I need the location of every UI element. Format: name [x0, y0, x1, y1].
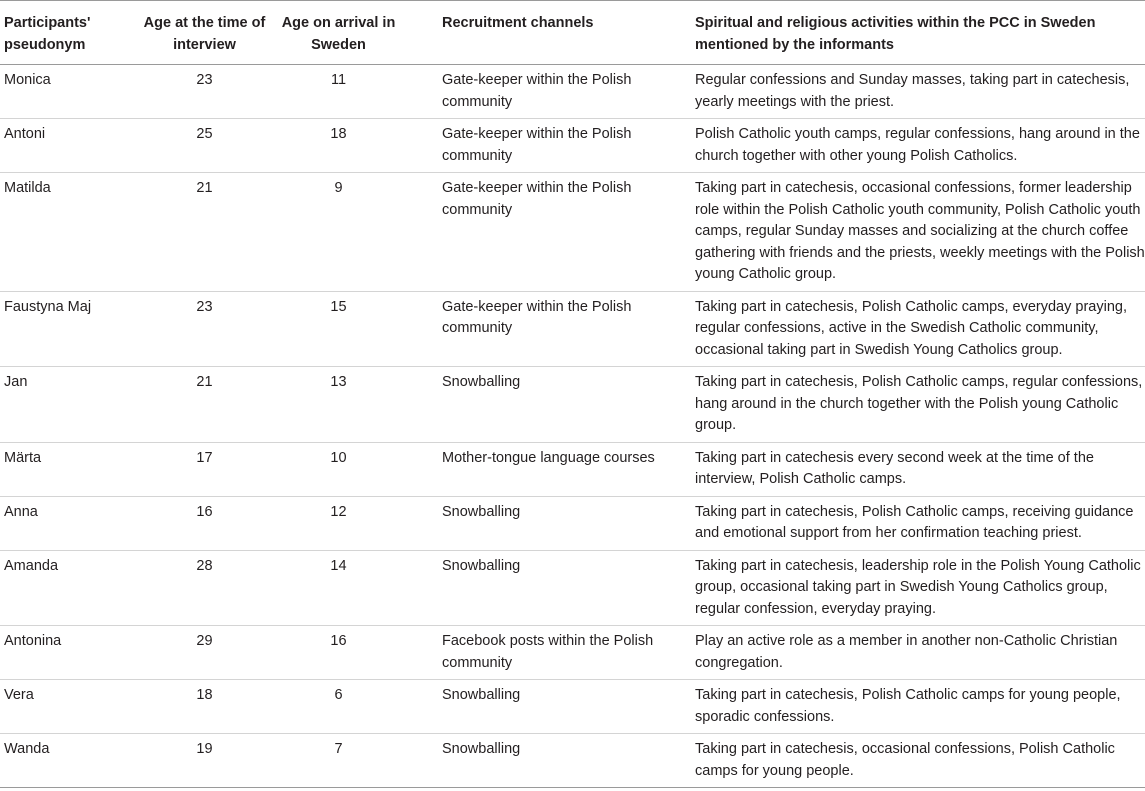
- cell-age-interview: [140, 626, 269, 680]
- cell-age-interview-text: 17: [196, 449, 213, 466]
- table-row: [0, 367, 1145, 443]
- cell-age-interview-text: 21: [196, 180, 213, 196]
- cell-age-arrival-text: 7: [334, 741, 343, 757]
- cell-activities-text: Taking part in catechesis every second week at the time of the interview, Polish Catholic camps.: [695, 449, 1094, 487]
- cell-age-arrival: [269, 496, 408, 550]
- cell-pseudonym-text: Faustyna Maj: [4, 298, 92, 315]
- cell-pseudonym-text: Matilda: [4, 180, 51, 196]
- cell-recruitment-channel: [408, 367, 665, 443]
- cell-activities-text: Polish Catholic youth camps, regular confessions, hang around in the church together with other young Polish Catholics.: [695, 126, 1140, 164]
- cell-age-arrival-text: 11: [330, 72, 347, 88]
- cell-age-interview-text: 18: [196, 687, 213, 703]
- cell-age-arrival: [269, 626, 408, 680]
- cell-recruitment-channel: [408, 550, 665, 626]
- cell-activities: [665, 680, 1145, 734]
- cell-age-arrival: [269, 65, 408, 119]
- cell-recruitment-channel-text: Gate-keeper within the Polish community: [442, 126, 632, 164]
- cell-pseudonym-text: Antoni: [4, 126, 46, 142]
- cell-activities: [665, 173, 1145, 292]
- cell-age-arrival-text: 12: [330, 503, 347, 520]
- cell-pseudonym: [0, 119, 140, 173]
- cell-pseudonym: [0, 65, 140, 119]
- cell-pseudonym: [0, 496, 140, 550]
- cell-age-interview-text: 21: [196, 374, 213, 390]
- cell-activities: [665, 550, 1145, 626]
- header-age-arrival: Age on arrival in Sweden: [269, 1, 408, 65]
- cell-recruitment-channel: [408, 496, 665, 550]
- cell-pseudonym-text: Antonina: [4, 633, 62, 649]
- cell-recruitment-channel-text: Gate-keeper within the Polish community: [442, 72, 632, 110]
- table-body: [0, 65, 1145, 788]
- cell-pseudonym-text: Monica: [4, 72, 51, 88]
- cell-age-arrival: [269, 442, 408, 496]
- cell-recruitment-channel-text: Snowballing: [442, 741, 521, 757]
- cell-age-arrival-text: 18: [330, 126, 347, 142]
- cell-recruitment-channel-text: Snowballing: [442, 503, 521, 520]
- cell-pseudonym-text: Wanda: [4, 741, 50, 757]
- cell-pseudonym-text: Märta: [4, 449, 42, 466]
- table-row: [0, 496, 1145, 550]
- cell-pseudonym: [0, 291, 140, 367]
- cell-age-interview: [140, 496, 269, 550]
- cell-recruitment-channel: [408, 680, 665, 734]
- cell-recruitment-channel: [408, 173, 665, 292]
- cell-recruitment-channel-text: Gate-keeper within the Polish community: [442, 298, 632, 336]
- cell-pseudonym: [0, 442, 140, 496]
- table-row: [0, 173, 1145, 292]
- cell-age-interview: [140, 367, 269, 443]
- header-age-interview: Age at the time of interview: [140, 1, 269, 65]
- cell-activities-text: Play an active role as a member in another non-Catholic Christian congregation.: [695, 633, 1118, 671]
- cell-activities: [665, 442, 1145, 496]
- cell-age-arrival: [269, 119, 408, 173]
- cell-age-interview-text: 23: [196, 298, 213, 315]
- cell-age-interview-text: 25: [196, 126, 213, 142]
- cell-activities-text: Regular confessions and Sunday masses, taking part in catechesis, yearly meetings with the priest.: [695, 72, 1130, 110]
- cell-activities-text: Taking part in catechesis, Polish Catholic camps for young people, sporadic confessions.: [695, 687, 1121, 725]
- cell-age-interview: [140, 65, 269, 119]
- table-row: [0, 442, 1145, 496]
- cell-age-interview-text: 19: [196, 741, 213, 757]
- cell-pseudonym: [0, 367, 140, 443]
- cell-pseudonym: [0, 626, 140, 680]
- table-row: [0, 119, 1145, 173]
- table-row: [0, 734, 1145, 788]
- cell-age-interview: [140, 680, 269, 734]
- cell-pseudonym: [0, 550, 140, 626]
- cell-age-arrival-text: 9: [334, 180, 343, 196]
- cell-recruitment-channel: [408, 119, 665, 173]
- cell-activities-text: Taking part in catechesis, leadership role in the Polish Young Catholic group, occasional taking part in Swedish Young Catholics group, regular confession, everyday praying.: [695, 557, 1141, 617]
- cell-age-arrival-text: 15: [330, 298, 347, 315]
- cell-activities-text: Taking part in catechesis, Polish Catholic camps, receiving guidance and emotional support from her confirmation teaching priest.: [695, 503, 1134, 541]
- table-row: [0, 65, 1145, 119]
- cell-activities-text: Taking part in catechesis, Polish Catholic camps, everyday praying, regular confessions, active in the Swedish Catholic community, occasional taking part in Swedish Young Catholics group.: [695, 298, 1127, 358]
- cell-pseudonym-text: Anna: [4, 503, 38, 520]
- cell-activities-text: Taking part in catechesis, Polish Catholic camps, regular confessions, hang around in the church together with the Polish young Catholic group.: [695, 374, 1143, 433]
- cell-pseudonym-text: Jan: [4, 374, 28, 390]
- cell-pseudonym-text: Vera: [4, 687, 34, 703]
- cell-age-arrival: [269, 367, 408, 443]
- cell-recruitment-channel-text: Facebook posts within the Polish community: [442, 633, 654, 671]
- cell-recruitment-channel: [408, 442, 665, 496]
- cell-pseudonym: [0, 173, 140, 292]
- cell-activities: [665, 496, 1145, 550]
- cell-pseudonym: [0, 734, 140, 788]
- cell-age-arrival-text: 16: [330, 633, 347, 649]
- cell-age-arrival-text: 10: [330, 449, 347, 466]
- cell-activities: [665, 291, 1145, 367]
- cell-age-interview: [140, 442, 269, 496]
- cell-age-interview-text: 16: [196, 503, 213, 520]
- cell-age-arrival: [269, 173, 408, 292]
- cell-recruitment-channel: [408, 65, 665, 119]
- cell-recruitment-channel: [408, 734, 665, 788]
- cell-age-arrival: [269, 734, 408, 788]
- cell-age-interview: [140, 173, 269, 292]
- cell-recruitment-channel-text: Snowballing: [442, 374, 521, 390]
- cell-recruitment-channel-text: Mother-tongue language courses: [442, 449, 655, 466]
- table-row: [0, 550, 1145, 626]
- cell-activities: [665, 65, 1145, 119]
- table-header-row: [0, 1, 1145, 65]
- cell-pseudonym: [0, 680, 140, 734]
- cell-age-interview-text: 28: [196, 557, 213, 574]
- cell-activities-text: Taking part in catechesis, occasional confessions, former leadership role within the Polish Catholic youth community, Polish Catholic youth camps, regular Sunday masses and socializing at the church coffee gathering with friends and the priests, weekly meetings with the Polish young Catholic group.: [695, 180, 1145, 282]
- table-row: [0, 291, 1145, 367]
- cell-age-interview-text: 29: [196, 633, 213, 649]
- cell-pseudonym-text: Amanda: [4, 557, 59, 574]
- cell-activities: [665, 734, 1145, 788]
- cell-age-arrival: [269, 680, 408, 734]
- cell-recruitment-channel: [408, 626, 665, 680]
- cell-activities-text: Taking part in catechesis, occasional confessions, Polish Catholic camps for young people.: [695, 741, 1115, 779]
- cell-age-arrival-text: 14: [330, 557, 347, 574]
- cell-age-interview: [140, 291, 269, 367]
- cell-recruitment-channel-text: Snowballing: [442, 687, 521, 703]
- cell-recruitment-channel: [408, 291, 665, 367]
- cell-activities: [665, 119, 1145, 173]
- cell-age-arrival: [269, 550, 408, 626]
- cell-activities: [665, 626, 1145, 680]
- cell-age-arrival-text: 13: [330, 374, 347, 390]
- cell-age-interview: [140, 734, 269, 788]
- header-activities: Spiritual and religious activities within the PCC in Sweden mentioned by the informants: [665, 1, 1145, 65]
- cell-age-interview-text: 23: [196, 72, 213, 88]
- cell-activities: [665, 367, 1145, 443]
- cell-recruitment-channel-text: Snowballing: [442, 557, 521, 574]
- table-row: [0, 680, 1145, 734]
- cell-age-arrival: [269, 291, 408, 367]
- header-recruitment-channels: Recruitment channels: [408, 1, 665, 65]
- cell-age-arrival-text: 6: [334, 687, 343, 703]
- cell-recruitment-channel-text: Gate-keeper within the Polish community: [442, 180, 632, 218]
- cell-age-interview: [140, 550, 269, 626]
- table-row: [0, 626, 1145, 680]
- header-pseudonym: Participants' pseudonym: [0, 1, 140, 65]
- cell-age-interview: [140, 119, 269, 173]
